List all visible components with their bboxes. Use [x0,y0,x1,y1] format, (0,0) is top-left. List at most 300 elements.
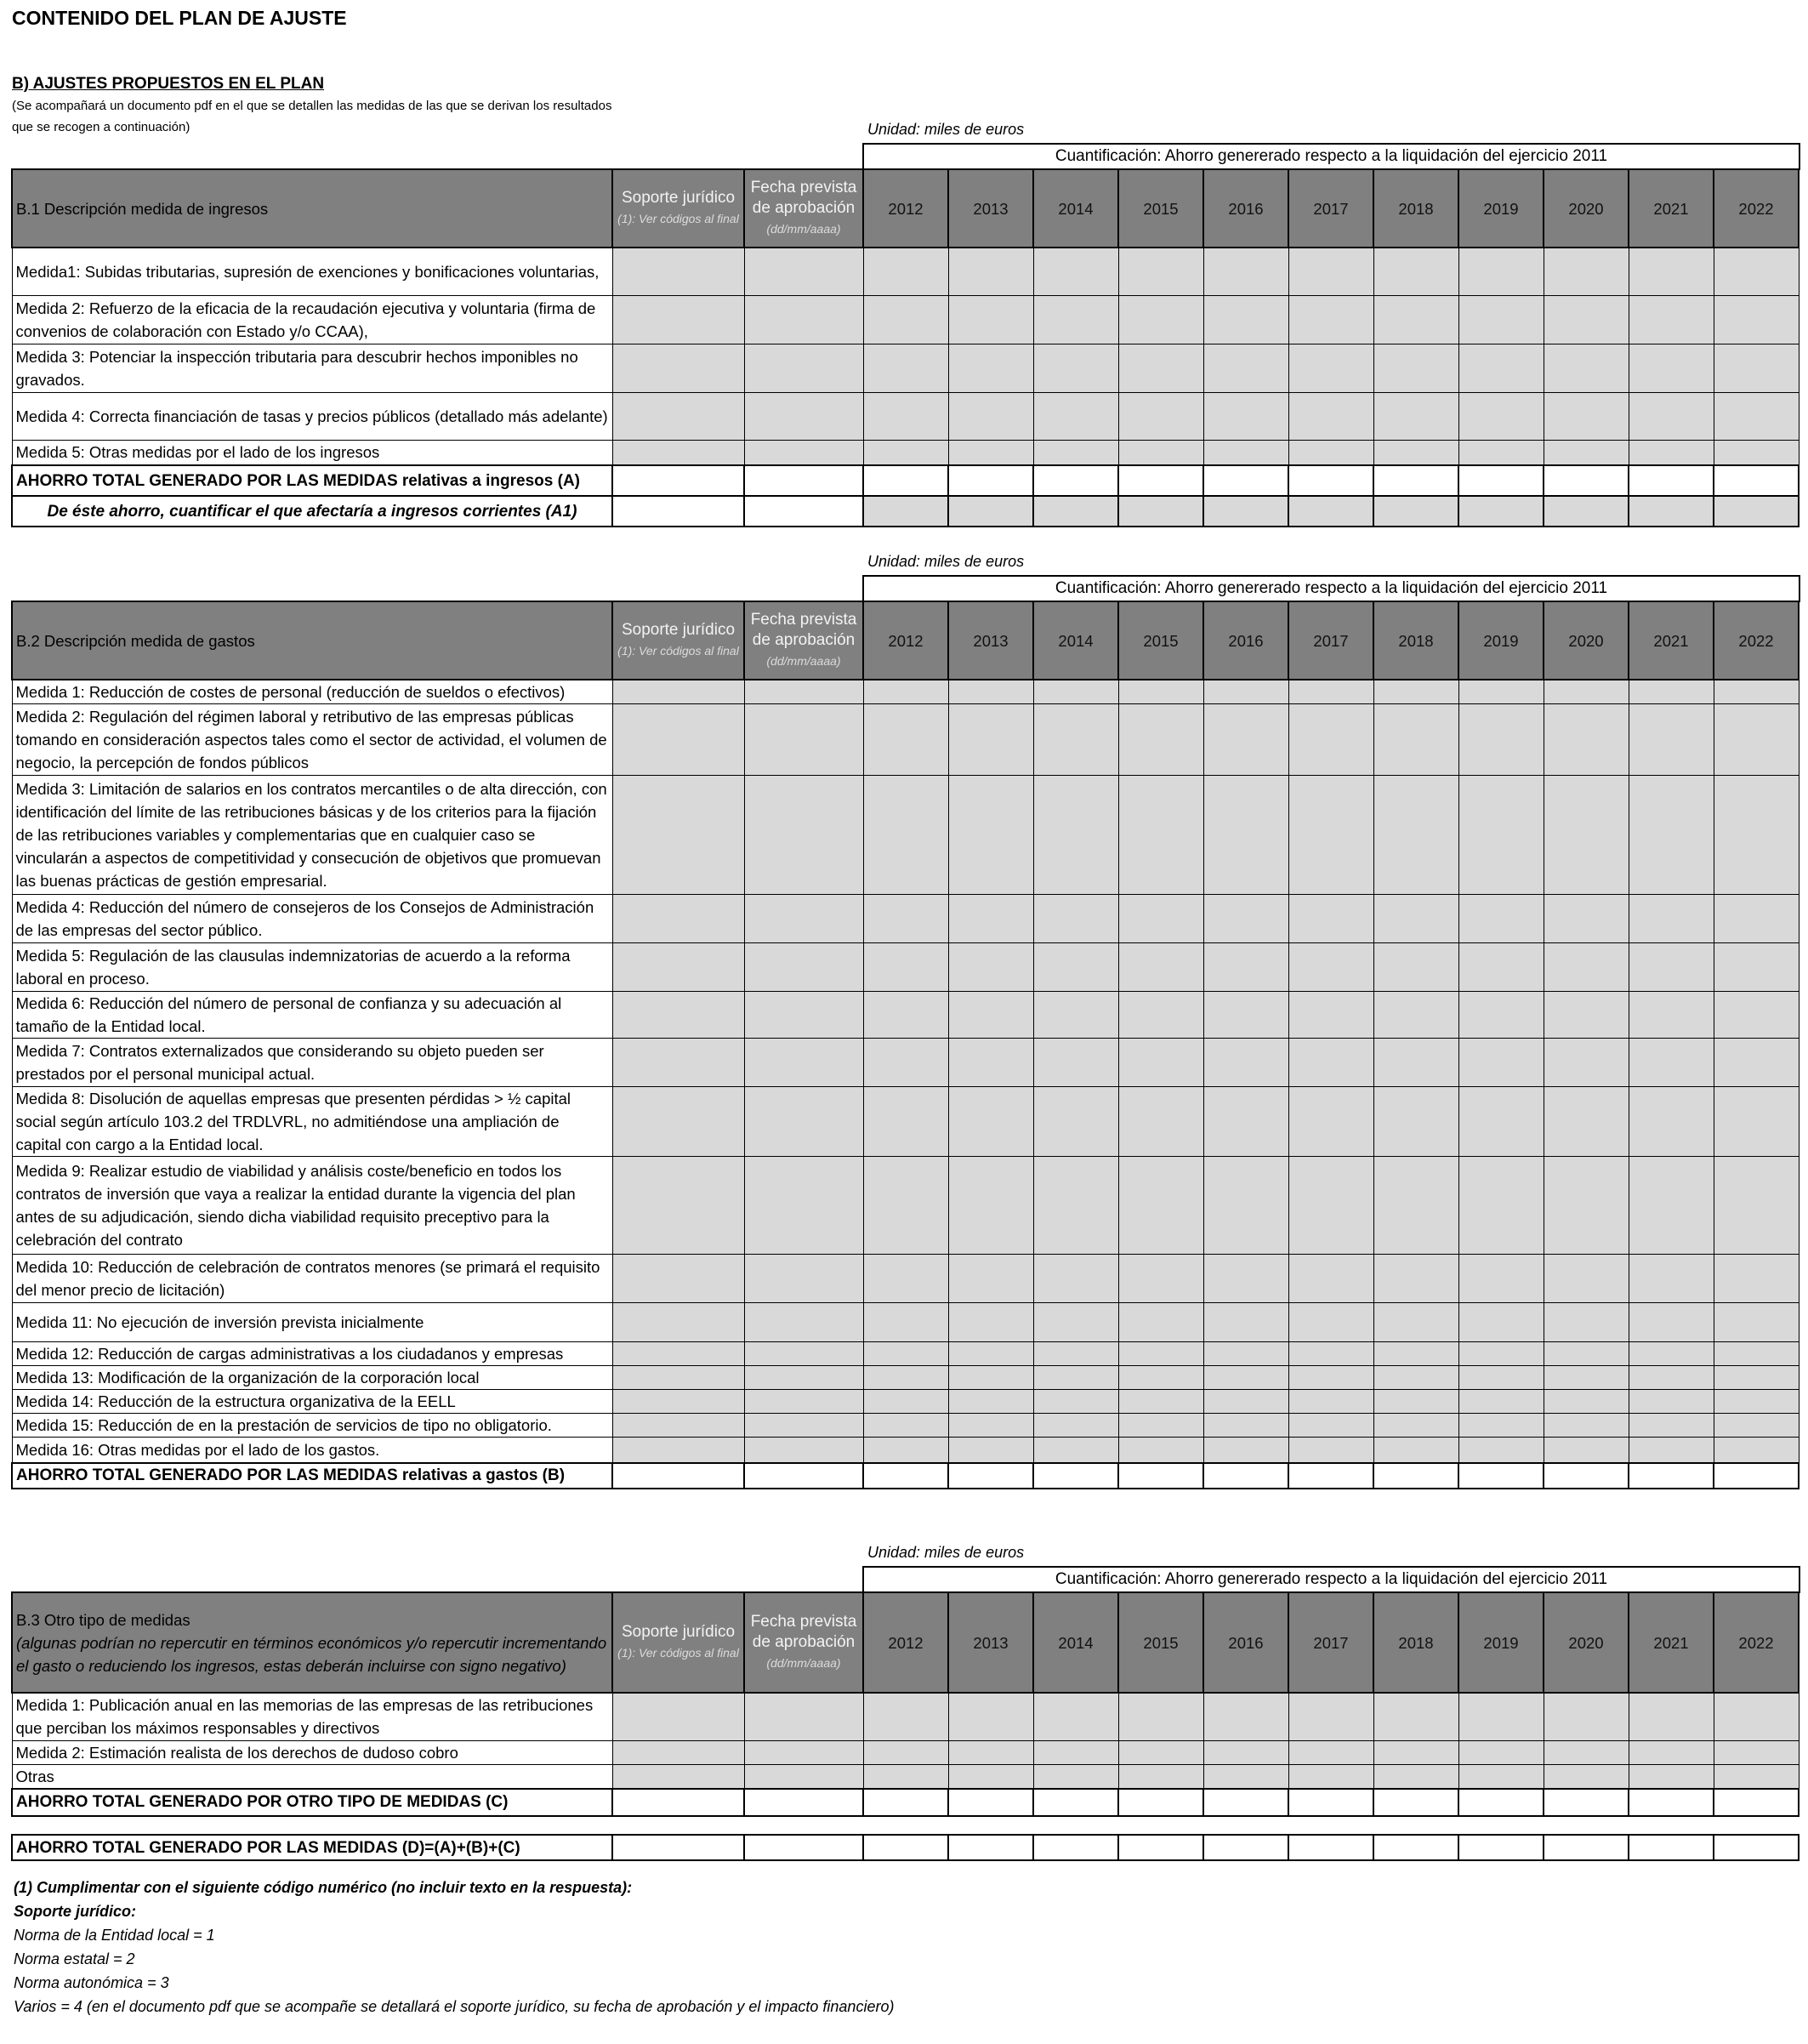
b2-cell-year[interactable] [1033,895,1118,943]
b2-total-year[interactable] [1714,1463,1799,1489]
b2-cell-fecha[interactable] [744,992,863,1039]
b2-cell-year[interactable] [1288,943,1373,992]
b2-cell-year[interactable] [1629,943,1714,992]
b1-cell-fecha[interactable] [744,295,863,344]
b2-cell-year[interactable] [1118,943,1203,992]
b3-cell-soporte[interactable] [612,1693,744,1740]
b3-cell-year[interactable] [1118,1740,1203,1764]
b2-cell-year[interactable] [1373,1303,1458,1342]
b2-cell-year[interactable] [1458,943,1544,992]
b3-total-soporte[interactable] [612,1789,744,1816]
b1-cell-year[interactable] [1629,295,1714,344]
b1-cell-year[interactable] [1458,440,1544,465]
b2-cell-year[interactable] [863,1342,948,1366]
b1-cell-year[interactable] [1458,344,1544,392]
b2-cell-year[interactable] [1458,1390,1544,1414]
b2-total-year[interactable] [1544,1463,1629,1489]
b2-cell-year[interactable] [1288,1414,1373,1438]
b3-cell-year[interactable] [948,1740,1033,1764]
b1-cell-year[interactable] [1033,344,1118,392]
b3-total-year[interactable] [863,1789,948,1816]
b2-cell-soporte[interactable] [612,1438,744,1463]
b2-cell-year[interactable] [1033,680,1118,704]
b2-cell-fecha[interactable] [744,680,863,704]
b1-cell-year[interactable] [1288,392,1373,440]
b2-cell-year[interactable] [1714,776,1799,895]
b2-cell-year[interactable] [1033,704,1118,776]
b2-cell-fecha[interactable] [744,1414,863,1438]
b1-cell-fecha[interactable] [744,392,863,440]
b2-cell-year[interactable] [1288,1438,1373,1463]
b2-cell-year[interactable] [1118,895,1203,943]
b2-cell-year[interactable] [1629,1414,1714,1438]
b2-cell-soporte[interactable] [612,776,744,895]
b2-cell-soporte[interactable] [612,1157,744,1255]
b1-total-year[interactable] [1714,465,1799,496]
b3-cell-year[interactable] [1458,1740,1544,1764]
b3-total-fecha[interactable] [744,1789,863,1816]
b1-cell-soporte[interactable] [612,392,744,440]
b2-cell-year[interactable] [1203,1303,1288,1342]
b2-cell-year[interactable] [863,680,948,704]
b2-cell-year[interactable] [1288,704,1373,776]
b1-a1-total-year[interactable] [1203,496,1288,527]
b3-total-year[interactable] [1629,1789,1714,1816]
b2-cell-year[interactable] [863,1255,948,1303]
b2-cell-year[interactable] [1118,992,1203,1039]
b2-cell-fecha[interactable] [744,704,863,776]
b2-cell-year[interactable] [863,1390,948,1414]
b2-cell-year[interactable] [1629,1342,1714,1366]
b2-cell-year[interactable] [1544,1366,1629,1390]
b2-cell-fecha[interactable] [744,1087,863,1157]
b2-total-fecha[interactable] [744,1463,863,1489]
b1-cell-year[interactable] [1714,440,1799,465]
b1-cell-year[interactable] [1373,295,1458,344]
b1-cell-year[interactable] [1629,440,1714,465]
b3-total-year[interactable] [1458,1789,1544,1816]
b3-cell-fecha[interactable] [744,1693,863,1740]
b2-cell-year[interactable] [1118,1303,1203,1342]
b2-cell-year[interactable] [1288,1157,1373,1255]
b2-cell-fecha[interactable] [744,1390,863,1414]
b1-cell-year[interactable] [1033,440,1118,465]
b2-cell-year[interactable] [1629,895,1714,943]
b2-cell-year[interactable] [1118,1438,1203,1463]
b2-cell-fecha[interactable] [744,1438,863,1463]
b1-cell-year[interactable] [948,344,1033,392]
b2-cell-year[interactable] [1714,1342,1799,1366]
b1-cell-year[interactable] [1203,344,1288,392]
b2-cell-year[interactable] [1203,1414,1288,1438]
b2-cell-year[interactable] [1203,1157,1288,1255]
b2-cell-soporte[interactable] [612,992,744,1039]
b2-cell-year[interactable] [1118,680,1203,704]
b1-cell-year[interactable] [1118,440,1203,465]
d-total-year[interactable] [1203,1835,1288,1860]
b1-a1-total-year[interactable] [1629,496,1714,527]
b1-cell-year[interactable] [1544,440,1629,465]
b3-cell-year[interactable] [948,1693,1033,1740]
b2-cell-fecha[interactable] [744,1303,863,1342]
b3-total-year[interactable] [1544,1789,1629,1816]
b2-cell-year[interactable] [1373,704,1458,776]
b2-cell-year[interactable] [1203,943,1288,992]
b1-a1-total-soporte[interactable] [612,496,744,527]
b2-cell-year[interactable] [863,992,948,1039]
d-total-soporte[interactable] [612,1835,744,1860]
b2-cell-year[interactable] [948,943,1033,992]
b1-cell-year[interactable] [1544,344,1629,392]
b2-cell-year[interactable] [1203,680,1288,704]
b2-cell-year[interactable] [1033,1087,1118,1157]
b2-cell-year[interactable] [1118,704,1203,776]
b2-cell-year[interactable] [948,1157,1033,1255]
b2-cell-year[interactable] [1033,1342,1118,1366]
b1-cell-year[interactable] [863,392,948,440]
b1-a1-total-year[interactable] [1714,496,1799,527]
b3-cell-year[interactable] [1629,1693,1714,1740]
b2-cell-year[interactable] [1033,992,1118,1039]
b3-cell-year[interactable] [1544,1693,1629,1740]
b3-cell-soporte[interactable] [612,1764,744,1789]
b1-cell-year[interactable] [1714,344,1799,392]
b2-cell-year[interactable] [1373,1414,1458,1438]
b3-cell-year[interactable] [1288,1764,1373,1789]
b2-cell-year[interactable] [1033,1255,1118,1303]
b2-cell-fecha[interactable] [744,776,863,895]
b2-cell-year[interactable] [1373,943,1458,992]
b2-cell-year[interactable] [1629,1157,1714,1255]
b2-cell-year[interactable] [1544,992,1629,1039]
b1-a1-total-year[interactable] [863,496,948,527]
b3-cell-year[interactable] [1033,1740,1118,1764]
b2-cell-year[interactable] [1033,1303,1118,1342]
d-total-year[interactable] [1033,1835,1118,1860]
b2-cell-year[interactable] [1714,1390,1799,1414]
b2-cell-year[interactable] [1288,680,1373,704]
b1-cell-year[interactable] [1288,440,1373,465]
b1-total-year[interactable] [863,465,948,496]
b2-total-year[interactable] [948,1463,1033,1489]
b2-cell-year[interactable] [1458,1255,1544,1303]
b2-cell-year[interactable] [1458,1303,1544,1342]
b2-cell-year[interactable] [1203,1342,1288,1366]
b2-cell-year[interactable] [1118,1087,1203,1157]
b1-total-year[interactable] [1629,465,1714,496]
b2-total-year[interactable] [1458,1463,1544,1489]
b1-a1-total-year[interactable] [1118,496,1203,527]
b1-total-year[interactable] [948,465,1033,496]
b2-cell-year[interactable] [1458,1366,1544,1390]
b1-a1-total-fecha[interactable] [744,496,863,527]
b2-cell-year[interactable] [1288,895,1373,943]
b2-cell-year[interactable] [1203,1087,1288,1157]
b2-cell-year[interactable] [1203,704,1288,776]
b3-cell-year[interactable] [1544,1740,1629,1764]
b2-cell-year[interactable] [1544,1157,1629,1255]
b2-cell-soporte[interactable] [612,1390,744,1414]
b2-cell-year[interactable] [1458,680,1544,704]
b2-cell-year[interactable] [1544,1342,1629,1366]
d-total-fecha[interactable] [744,1835,863,1860]
b1-cell-soporte[interactable] [612,344,744,392]
b1-cell-year[interactable] [1118,248,1203,295]
b1-total-year[interactable] [1118,465,1203,496]
b2-cell-year[interactable] [1373,1039,1458,1087]
b2-cell-year[interactable] [948,1087,1033,1157]
b1-cell-year[interactable] [1288,295,1373,344]
b2-total-soporte[interactable] [612,1463,744,1489]
b2-cell-year[interactable] [863,1157,948,1255]
b2-cell-year[interactable] [1373,1390,1458,1414]
b3-cell-year[interactable] [863,1740,948,1764]
b2-cell-year[interactable] [1714,1255,1799,1303]
b2-cell-year[interactable] [863,1438,948,1463]
b2-cell-year[interactable] [1373,1087,1458,1157]
b2-cell-year[interactable] [1033,1039,1118,1087]
b2-cell-fecha[interactable] [744,1366,863,1390]
b3-cell-year[interactable] [1629,1740,1714,1764]
d-total-year[interactable] [1629,1835,1714,1860]
b3-cell-year[interactable] [1714,1693,1799,1740]
b1-cell-year[interactable] [1544,295,1629,344]
b2-cell-year[interactable] [1714,992,1799,1039]
b3-cell-year[interactable] [863,1764,948,1789]
b1-cell-year[interactable] [1458,392,1544,440]
b2-cell-year[interactable] [1118,1157,1203,1255]
b2-cell-year[interactable] [1544,1039,1629,1087]
b2-cell-year[interactable] [1714,1039,1799,1087]
b2-cell-year[interactable] [1544,1255,1629,1303]
b3-total-year[interactable] [1373,1789,1458,1816]
b2-cell-year[interactable] [1033,943,1118,992]
d-total-year[interactable] [1458,1835,1544,1860]
b1-cell-soporte[interactable] [612,295,744,344]
b1-cell-year[interactable] [948,440,1033,465]
b1-cell-year[interactable] [1118,392,1203,440]
b2-cell-year[interactable] [1373,1438,1458,1463]
b2-cell-year[interactable] [863,1414,948,1438]
b2-cell-year[interactable] [863,943,948,992]
b1-a1-total-year[interactable] [1033,496,1118,527]
b2-cell-year[interactable] [1714,1414,1799,1438]
b2-total-year[interactable] [1118,1463,1203,1489]
b2-cell-year[interactable] [1288,1039,1373,1087]
b2-cell-year[interactable] [1544,895,1629,943]
b2-cell-year[interactable] [1714,704,1799,776]
b2-cell-year[interactable] [1118,1414,1203,1438]
b2-cell-year[interactable] [863,1303,948,1342]
b1-total-fecha[interactable] [744,465,863,496]
b1-cell-year[interactable] [1629,344,1714,392]
b2-cell-year[interactable] [1458,1438,1544,1463]
b2-cell-year[interactable] [1033,776,1118,895]
b2-cell-year[interactable] [1373,992,1458,1039]
b2-cell-year[interactable] [1373,1366,1458,1390]
b3-total-year[interactable] [1288,1789,1373,1816]
b2-cell-year[interactable] [1203,895,1288,943]
b3-cell-year[interactable] [1714,1740,1799,1764]
b2-total-year[interactable] [863,1463,948,1489]
b2-cell-year[interactable] [1629,992,1714,1039]
b2-cell-year[interactable] [1714,1087,1799,1157]
b1-cell-fecha[interactable] [744,248,863,295]
b2-cell-year[interactable] [1203,776,1288,895]
b2-cell-year[interactable] [1373,1157,1458,1255]
b3-cell-year[interactable] [1714,1764,1799,1789]
b2-cell-year[interactable] [1458,895,1544,943]
b1-cell-year[interactable] [1288,248,1373,295]
b2-cell-year[interactable] [1544,1087,1629,1157]
b2-cell-year[interactable] [1629,1039,1714,1087]
b3-cell-fecha[interactable] [744,1764,863,1789]
b2-cell-year[interactable] [1373,1255,1458,1303]
b2-cell-year[interactable] [1288,1342,1373,1366]
b2-cell-year[interactable] [948,1390,1033,1414]
b2-cell-year[interactable] [948,680,1033,704]
b1-cell-year[interactable] [1118,295,1203,344]
b1-total-year[interactable] [1203,465,1288,496]
b2-cell-year[interactable] [1714,1366,1799,1390]
b1-cell-year[interactable] [1714,392,1799,440]
b2-cell-year[interactable] [1629,1366,1714,1390]
b2-cell-fecha[interactable] [744,1255,863,1303]
b2-total-year[interactable] [1203,1463,1288,1489]
b2-cell-year[interactable] [1288,1255,1373,1303]
b3-cell-year[interactable] [1288,1740,1373,1764]
b2-cell-year[interactable] [1714,943,1799,992]
b2-cell-year[interactable] [948,1303,1033,1342]
b2-cell-year[interactable] [1118,1255,1203,1303]
b1-cell-year[interactable] [1203,295,1288,344]
b2-total-year[interactable] [1629,1463,1714,1489]
b2-cell-year[interactable] [1714,1303,1799,1342]
b2-cell-year[interactable] [1714,1438,1799,1463]
b1-cell-year[interactable] [1373,248,1458,295]
b1-cell-year[interactable] [1458,295,1544,344]
b2-cell-year[interactable] [1033,1414,1118,1438]
b2-cell-year[interactable] [1118,1366,1203,1390]
b2-cell-year[interactable] [1458,992,1544,1039]
b1-cell-fecha[interactable] [744,440,863,465]
b1-cell-year[interactable] [1373,344,1458,392]
b1-a1-total-year[interactable] [1544,496,1629,527]
b2-cell-year[interactable] [948,1414,1033,1438]
d-total-year[interactable] [1373,1835,1458,1860]
b2-cell-year[interactable] [1118,1390,1203,1414]
b1-cell-year[interactable] [1288,344,1373,392]
b2-cell-year[interactable] [1373,1342,1458,1366]
b2-cell-year[interactable] [1629,680,1714,704]
b2-cell-soporte[interactable] [612,1087,744,1157]
b2-cell-year[interactable] [1288,992,1373,1039]
b2-cell-soporte[interactable] [612,1414,744,1438]
b3-cell-year[interactable] [1118,1764,1203,1789]
b2-cell-year[interactable] [863,704,948,776]
b3-cell-year[interactable] [1373,1740,1458,1764]
b2-cell-year[interactable] [1629,1390,1714,1414]
b2-cell-soporte[interactable] [612,943,744,992]
b2-cell-soporte[interactable] [612,895,744,943]
b3-cell-soporte[interactable] [612,1740,744,1764]
b2-cell-year[interactable] [948,1438,1033,1463]
b2-cell-year[interactable] [1288,776,1373,895]
b3-cell-year[interactable] [1033,1693,1118,1740]
b2-cell-year[interactable] [1033,1157,1118,1255]
b1-cell-year[interactable] [1203,440,1288,465]
b3-cell-year[interactable] [1203,1764,1288,1789]
b2-cell-soporte[interactable] [612,1366,744,1390]
b3-total-year[interactable] [1033,1789,1118,1816]
b2-cell-year[interactable] [1544,1414,1629,1438]
b1-cell-year[interactable] [1118,344,1203,392]
b2-cell-year[interactable] [1203,1390,1288,1414]
b3-cell-year[interactable] [1373,1693,1458,1740]
b1-cell-year[interactable] [863,248,948,295]
b2-cell-soporte[interactable] [612,704,744,776]
b3-cell-year[interactable] [863,1693,948,1740]
b1-cell-year[interactable] [1033,248,1118,295]
b2-cell-year[interactable] [1629,1255,1714,1303]
b1-cell-year[interactable] [1544,248,1629,295]
b2-total-year[interactable] [1288,1463,1373,1489]
b2-cell-year[interactable] [1118,1039,1203,1087]
b2-cell-year[interactable] [1203,992,1288,1039]
b2-cell-fecha[interactable] [744,1342,863,1366]
b1-a1-total-year[interactable] [1288,496,1373,527]
b2-cell-year[interactable] [1629,1303,1714,1342]
b1-cell-year[interactable] [1714,295,1799,344]
b1-a1-total-year[interactable] [1373,496,1458,527]
b1-total-year[interactable] [1544,465,1629,496]
b2-cell-soporte[interactable] [612,1039,744,1087]
b2-cell-year[interactable] [1544,776,1629,895]
b3-cell-year[interactable] [1373,1764,1458,1789]
d-total-year[interactable] [1714,1835,1799,1860]
b2-cell-year[interactable] [948,704,1033,776]
b1-cell-year[interactable] [863,295,948,344]
b2-cell-year[interactable] [1458,1087,1544,1157]
b1-cell-year[interactable] [1033,295,1118,344]
b2-cell-year[interactable] [1714,680,1799,704]
b2-cell-year[interactable] [1544,1303,1629,1342]
b2-cell-year[interactable] [863,1366,948,1390]
b1-cell-year[interactable] [863,344,948,392]
d-total-year[interactable] [1288,1835,1373,1860]
b2-cell-soporte[interactable] [612,680,744,704]
b3-cell-year[interactable] [1288,1693,1373,1740]
b2-cell-year[interactable] [1458,704,1544,776]
b3-cell-year[interactable] [1118,1693,1203,1740]
b1-total-year[interactable] [1288,465,1373,496]
b1-cell-year[interactable] [1714,248,1799,295]
b2-cell-year[interactable] [1458,1157,1544,1255]
b2-cell-year[interactable] [948,1255,1033,1303]
b3-cell-year[interactable] [1544,1764,1629,1789]
b2-cell-year[interactable] [1714,1157,1799,1255]
b1-a1-total-year[interactable] [948,496,1033,527]
b1-cell-year[interactable] [948,248,1033,295]
b3-total-year[interactable] [1118,1789,1203,1816]
b1-cell-year[interactable] [1203,392,1288,440]
b2-cell-year[interactable] [948,1039,1033,1087]
b2-cell-year[interactable] [1203,1366,1288,1390]
b1-total-soporte[interactable] [612,465,744,496]
b2-cell-year[interactable] [1203,1255,1288,1303]
b3-total-year[interactable] [948,1789,1033,1816]
b2-cell-year[interactable] [948,1342,1033,1366]
